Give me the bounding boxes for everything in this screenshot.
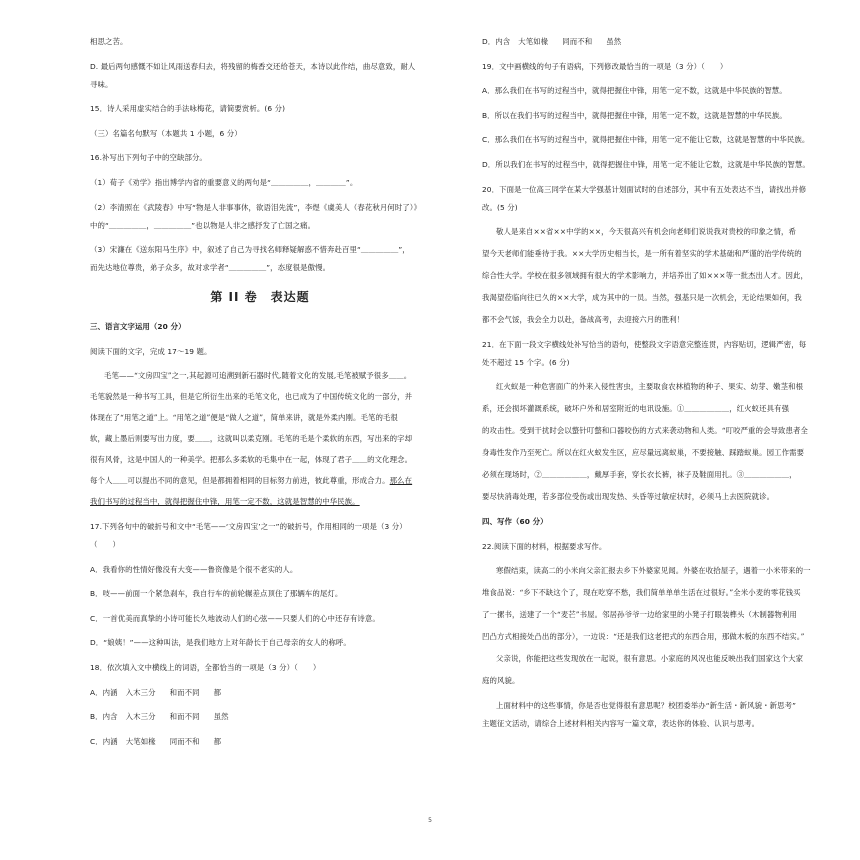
- passage-line: 寒假结束，读高二的小米向父亲汇报去乡下外婆家见闻。外婆在收拾屋子，遇着一小米带来的一: [496, 566, 811, 576]
- writing-prompt: 主题征文活动，请综合上述材料相关内容写一篇文章，表达你的体验、认识与思考。: [482, 718, 760, 728]
- option-c: [90, 736, 430, 748]
- section-heading: 三、语言文字运用（20 分）: [90, 322, 186, 332]
- passage-line: 堆食品说：“乡下不缺这个了，现在吃穿不愁，我们简单单单生活在过很好。”全米小麦的零花钱买: [482, 588, 801, 598]
- underlined-sentence: 我们书写的过程当中，就得把握住中锋，用笔一定不数，这就是智慧的中华民族。: [90, 497, 360, 507]
- option-b: B．所以在我们书写的过程当中，就得把握住中锋，用笔一定不数，这就是智慧的中华民族。: [482, 110, 787, 120]
- question-16-3: （3）宋濂在《送东阳马生序》中，叙述了自己为寻找名师释疑解惑不惜奔赴百里“＿＿＿＿＿”，: [90, 245, 410, 255]
- passage-line: 身毒性发作乃至死亡。所以在红火蚁发生区，应尽量远离蚁巢，不要接触、踩踏蚁巢。园工作需要: [482, 448, 805, 458]
- question-18: 18．依次填入文中横线上的词语，全都恰当的一项是（3 分）（ ）: [90, 662, 321, 672]
- question-20: 20．下面是一位高三同学在某大学强基计划面试时的自述部分，其中有五处表达不当，请找出并修: [482, 184, 807, 194]
- option-c: C．那么我们在书写的过程当中，就得把握住中锋，用笔一定不能让它数，这就是智慧的中华民族。: [482, 135, 810, 145]
- passage-line: 综合性大学。学校在很多领域拥有很大的学术影响力，并培养出了如×××等一批杰出人才。因此，: [482, 271, 808, 281]
- option-a: [90, 687, 430, 699]
- option-d: D．“娘姨！”——这种叫法，是我们地方上对年龄长于自己母亲的女人的称呼。: [90, 638, 351, 648]
- question-16-2: （2）李清照在《武陵春》中写“物是人非事事休，欲语泪先流”，李煜《虞美人（春花秋月何时了）》: [90, 202, 422, 212]
- option-word: C．内涵: [90, 736, 118, 746]
- underlined-sentence: 那么在: [389, 476, 413, 486]
- option-word: 都: [213, 687, 222, 697]
- option-d-line: D. 最后两句感慨不如让风雨送春归去，将残留的梅香交还给苍天，本诗以此作结，曲尽意致，耐人: [90, 61, 416, 71]
- option-d: [482, 36, 817, 48]
- section-heading: （三）名篇名句默写（本题共 1 小题，6 分）: [90, 128, 242, 138]
- question-20-cont: 改。(5 分): [482, 202, 518, 212]
- option-b: [90, 711, 430, 723]
- passage-line: 的攻击性。受到干扰时会以螫针叮螫和口器咬伤的方式来袭动物和人类。“叮咬严重的会导致患者全: [482, 426, 808, 436]
- option-word: B．内含: [90, 712, 118, 722]
- option-c: C．一首优美而真挚的小诗可能长久地波动人们的心弦——只要人们的心中还存有诗意。: [90, 613, 380, 623]
- question-17-paren: （ ）: [90, 539, 120, 549]
- question-15: 15．诗人采用虚实结合的手法咏梅花，请简要赏析。(6 分): [90, 104, 286, 114]
- passage-line: 软，藏上墨后则要写出力度，要＿＿，这就叫以柔克刚。毛笔的毛是个柔软的东西，写出来的字却: [90, 434, 413, 444]
- passage-line: 凹凸方式相接处凸出的部分），一边说：“还是我们这老把式的东西合用，那做木板的东西不结实。”: [482, 632, 805, 642]
- passage-line: 父亲说，你能把这些发现放在一起说，很有意思。小家庭的风况也能反映出我们国家这个大家: [496, 654, 804, 664]
- passage-text: 每个人＿＿可以提出不同的意见，但是都拥着相同的目标努力前进，彼此尊重，形成合力。: [90, 476, 390, 486]
- section-heading: 四、写作（60 分）: [482, 516, 548, 526]
- passage-line: 了一摞书，送建了一个“麦芒”书屋。邻居孙爷爷一边给家里的小凳子打眼装榫头（木制器物利用: [482, 610, 797, 620]
- passage-line: 我渴望莅临向往已久的××大学，成为其中的一员。当然，强基只是一次机会，无论结果如何，我: [482, 293, 802, 303]
- option-word: 和而不同: [169, 712, 200, 722]
- option-word: 都: [213, 736, 222, 746]
- option-word: 虽然: [606, 37, 622, 46]
- passage-line: [90, 475, 430, 487]
- passage-line: 要尽快消毒处理，若多部位受伤或出现发热、头昏等过敏症状时，必须马上去医院就诊。: [482, 492, 775, 502]
- left-column: [90, 36, 430, 760]
- option-word: D．内含: [482, 37, 511, 46]
- passage-line: 毛笔貌然是一种书写工具，但是它所衍生出来的毛笔文化，也已成为了中国传统文化的一部分，并: [90, 392, 413, 402]
- option-a: A．我看你的性情好像没有大变——鲁资像是个很不老实的人。: [90, 564, 298, 574]
- option-word: 入木三分: [125, 712, 156, 722]
- passage-line: 红火蚁是一种危害面广的外来入侵性害虫，主要取食农林植物的种子、果实、幼芽、嫩茎和根: [496, 382, 804, 392]
- text-line: 寻味。: [90, 79, 113, 89]
- option-d: D．所以我们在书写的过程当中，就得把握住中锋，用笔一定不能让它数，这就是中华民族的智慧。: [482, 159, 810, 169]
- option-word: 大笔如椽: [518, 37, 549, 46]
- passage-line: 系，还会损坏灌溉系统，破坏户外和居室附近的电讯设施。①＿＿＿＿＿＿，红火蚁还具有强: [482, 404, 790, 414]
- question-21-cont: 处不超过 15 个字。(6 分): [482, 357, 570, 367]
- text-line: 相思之苦。: [90, 37, 128, 46]
- passage-line: 庭的风貌。: [482, 676, 520, 686]
- option-word: 同而不和: [169, 736, 200, 746]
- right-column: [482, 36, 817, 742]
- option-word: 和而不同: [169, 687, 200, 697]
- passage-line: 望今天老师们能垂待于我。××大学历史相当长，是一所有着坚实的学术基础和严谨的治学传统的: [482, 249, 802, 259]
- passage-line: 必须在现场时，②＿＿＿＿＿＿，戴厚手套，穿长衣长裤，袜子及鞋面用扎。③＿＿＿＿＿＿，: [482, 470, 797, 480]
- option-a: A．那么我们在书写的过程当中，就得把握住中锋，用笔一定不数，这就是中华民族的智慧。: [482, 86, 787, 96]
- passage-line: 敬人是来自××省××中学的××，今天很高兴有机会向老师们说说我对贵校的印象之情，希: [496, 227, 796, 237]
- writing-prompt: 上面材料中的这些事情，你是否也觉得很有意思呢？校团委举办“新生活・新风貌・新思考”: [496, 700, 796, 710]
- option-word: 入木三分: [125, 687, 156, 697]
- passage-line: 都不会气馁，我会全力以赴，备战高考，去迎接六月的胜利！: [482, 315, 685, 325]
- option-word: A．内涵: [90, 687, 118, 697]
- question-16-3-cont: 而先达地位尊贵，弟子众多，故对求学者“＿＿＿＿＿”，态度很是傲慢。: [90, 263, 331, 273]
- option-b: B．吱——前面一个紧急刹车，我自行车的前轮辗差点顶住了那辆车的尾灯。: [90, 589, 343, 599]
- question-16-2-cont: 中的“＿＿＿＿＿，＿＿＿＿＿”也以物是人非之感抒发了亡国之痛。: [90, 220, 316, 230]
- reading-instruction: 阅读下面的文字，完成 17～19 题。: [90, 346, 212, 356]
- option-word: 同而不和: [562, 37, 593, 46]
- question-22: 22.阅读下面的材料，根据要求写作。: [482, 541, 607, 551]
- passage-line: 毛笔——“文房四宝”之一,其起源可追溯到新石器时代,随着文化的发展,毛笔被赋予很多＿＿。: [104, 371, 412, 381]
- question-21: 21．在下面一段文字横线处补写恰当的语句，使整段文字语意完整连贯，内容贴切，逻辑严密，每: [482, 339, 807, 349]
- passage-line: 很有风骨，这是中国人的一种美学。把那么多柔软的毛集中在一起，体现了君子＿＿的文化理念。: [90, 455, 413, 465]
- passage-line: 体现在了“用笔之道”上。“用笔之道”便是“做人之道”，简单来讲，就是外柔内刚。毛笔的毛很: [90, 413, 398, 423]
- option-word: 大笔如椽: [125, 736, 156, 746]
- question-16-1: （1）荀子《劝学》指出博学内省的重要意义的两句是“＿＿＿＿＿，＿＿＿＿”。: [90, 177, 358, 187]
- page-number: 5: [428, 817, 432, 824]
- question-16: 16.补写出下列句子中的空缺部分。: [90, 153, 207, 163]
- question-19: 19．文中画横线的句子有语病，下列修改最恰当的一项是（3 分）（ ）: [482, 61, 728, 71]
- question-17: 17.下列各句中的破折号和文中“毛笔——‘文房四宝’之一”的破折号，作用相同的一项是（3 分）: [90, 521, 407, 531]
- option-word: 虽然: [213, 712, 229, 722]
- part-title: 第 II 卷 表达题: [210, 290, 310, 305]
